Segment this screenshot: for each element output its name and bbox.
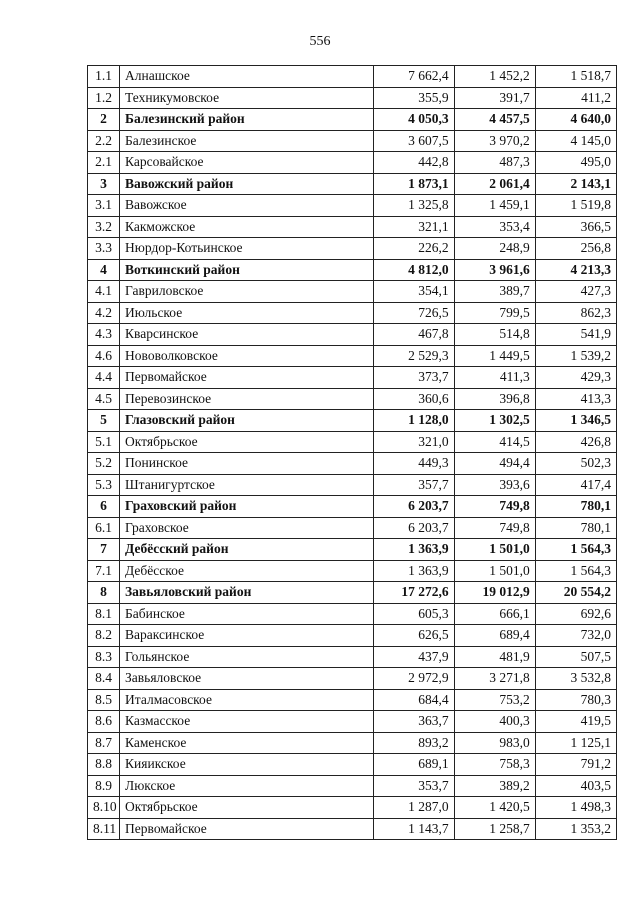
value-cell-3: 1 353,2 [535, 818, 616, 840]
value-cell-2: 3 271,8 [454, 668, 535, 690]
row-number-cell: 8.4 [88, 668, 120, 690]
value-cell-1: 226,2 [373, 238, 454, 260]
value-cell-2: 353,4 [454, 216, 535, 238]
value-cell-3: 732,0 [535, 625, 616, 647]
value-cell-2: 666,1 [454, 603, 535, 625]
settlement-name-cell: Завьяловское [120, 668, 373, 690]
value-cell-2: 1 501,0 [454, 539, 535, 561]
settlement-name-cell: Каменское [120, 732, 373, 754]
value-cell-1: 321,1 [373, 216, 454, 238]
value-cell-3: 4 640,0 [535, 109, 616, 131]
district-total-row [88, 173, 617, 195]
value-cell-3: 1 346,5 [535, 410, 616, 432]
value-cell-1: 1 143,7 [373, 818, 454, 840]
settlement-name-cell: Октябрьское [120, 431, 373, 453]
table-row [88, 367, 617, 389]
row-number-cell: 4.6 [88, 345, 120, 367]
table-row [88, 754, 617, 776]
value-cell-1: 353,7 [373, 775, 454, 797]
value-cell-3: 403,5 [535, 775, 616, 797]
value-cell-3: 1 539,2 [535, 345, 616, 367]
settlement-name-cell: Дебёсское [120, 560, 373, 582]
table-row [88, 216, 617, 238]
row-number-cell: 8.2 [88, 625, 120, 647]
value-cell-1: 467,8 [373, 324, 454, 346]
settlement-name-cell: Италмасовское [120, 689, 373, 711]
settlement-name-cell: Перевозинское [120, 388, 373, 410]
value-cell-1: 1 287,0 [373, 797, 454, 819]
settlement-name-cell: Казмасское [120, 711, 373, 733]
settlement-name-cell: Гольянское [120, 646, 373, 668]
table-row [88, 152, 617, 174]
row-number-cell: 8.6 [88, 711, 120, 733]
value-cell-2: 1 501,0 [454, 560, 535, 582]
row-number-cell: 8.9 [88, 775, 120, 797]
value-cell-3: 692,6 [535, 603, 616, 625]
value-cell-2: 2 061,4 [454, 173, 535, 195]
value-cell-3: 419,5 [535, 711, 616, 733]
row-number-cell: 4.2 [88, 302, 120, 324]
budget-table [87, 65, 617, 840]
value-cell-1: 437,9 [373, 646, 454, 668]
table-row [88, 302, 617, 324]
table-row [88, 668, 617, 690]
value-cell-3: 413,3 [535, 388, 616, 410]
value-cell-1: 355,9 [373, 87, 454, 109]
value-cell-3: 780,1 [535, 496, 616, 518]
row-number-cell: 3.2 [88, 216, 120, 238]
district-total-row [88, 109, 617, 131]
value-cell-2: 3 970,2 [454, 130, 535, 152]
row-number-cell: 8 [88, 582, 120, 604]
district-total-row [88, 410, 617, 432]
table-row [88, 775, 617, 797]
value-cell-1: 354,1 [373, 281, 454, 303]
table-row [88, 345, 617, 367]
value-cell-3: 4 213,3 [535, 259, 616, 281]
value-cell-2: 19 012,9 [454, 582, 535, 604]
value-cell-2: 393,6 [454, 474, 535, 496]
table-row [88, 797, 617, 819]
value-cell-2: 389,7 [454, 281, 535, 303]
value-cell-1: 357,7 [373, 474, 454, 496]
table-row [88, 238, 617, 260]
row-number-cell: 2.2 [88, 130, 120, 152]
value-cell-1: 449,3 [373, 453, 454, 475]
row-number-cell: 2 [88, 109, 120, 131]
value-cell-2: 487,3 [454, 152, 535, 174]
settlement-name-cell: Воткинский район [120, 259, 373, 281]
settlement-name-cell: Люкское [120, 775, 373, 797]
value-cell-3: 417,4 [535, 474, 616, 496]
value-cell-1: 363,7 [373, 711, 454, 733]
value-cell-2: 494,4 [454, 453, 535, 475]
value-cell-2: 414,5 [454, 431, 535, 453]
table-row [88, 689, 617, 711]
value-cell-3: 1 518,7 [535, 66, 616, 88]
value-cell-1: 2 972,9 [373, 668, 454, 690]
settlement-name-cell: Карсовайское [120, 152, 373, 174]
row-number-cell: 8.7 [88, 732, 120, 754]
value-cell-2: 396,8 [454, 388, 535, 410]
settlement-name-cell: Первомайское [120, 367, 373, 389]
settlement-name-cell: Кварсинское [120, 324, 373, 346]
settlement-name-cell: Первомайское [120, 818, 373, 840]
settlement-name-cell: Бабинское [120, 603, 373, 625]
value-cell-2: 753,2 [454, 689, 535, 711]
settlement-name-cell: Дебёсский район [120, 539, 373, 561]
value-cell-1: 1 363,9 [373, 560, 454, 582]
table-row [88, 130, 617, 152]
row-number-cell: 2.1 [88, 152, 120, 174]
row-number-cell: 4.1 [88, 281, 120, 303]
settlement-name-cell: Глазовский район [120, 410, 373, 432]
district-total-row [88, 496, 617, 518]
value-cell-2: 389,2 [454, 775, 535, 797]
row-number-cell: 5.3 [88, 474, 120, 496]
value-cell-1: 1 128,0 [373, 410, 454, 432]
value-cell-3: 1 564,3 [535, 560, 616, 582]
table-row [88, 818, 617, 840]
table-row [88, 66, 617, 88]
value-cell-2: 481,9 [454, 646, 535, 668]
row-number-cell: 7.1 [88, 560, 120, 582]
settlement-name-cell: Балезинское [120, 130, 373, 152]
row-number-cell: 8.5 [88, 689, 120, 711]
row-number-cell: 3.3 [88, 238, 120, 260]
row-number-cell: 8.1 [88, 603, 120, 625]
row-number-cell: 1.1 [88, 66, 120, 88]
value-cell-3: 791,2 [535, 754, 616, 776]
value-cell-2: 248,9 [454, 238, 535, 260]
value-cell-2: 1 420,5 [454, 797, 535, 819]
district-total-row [88, 259, 617, 281]
row-number-cell: 7 [88, 539, 120, 561]
value-cell-3: 411,2 [535, 87, 616, 109]
row-number-cell: 1.2 [88, 87, 120, 109]
table-row [88, 388, 617, 410]
value-cell-3: 366,5 [535, 216, 616, 238]
settlement-name-cell: Вараксинское [120, 625, 373, 647]
table-row [88, 195, 617, 217]
settlement-name-cell: Техникумовское [120, 87, 373, 109]
value-cell-1: 321,0 [373, 431, 454, 453]
row-number-cell: 8.11 [88, 818, 120, 840]
value-cell-2: 1 302,5 [454, 410, 535, 432]
value-cell-2: 749,8 [454, 517, 535, 539]
table-row [88, 603, 617, 625]
value-cell-2: 689,4 [454, 625, 535, 647]
value-cell-2: 3 961,6 [454, 259, 535, 281]
value-cell-3: 502,3 [535, 453, 616, 475]
page-number: 556 [309, 34, 331, 49]
value-cell-2: 758,3 [454, 754, 535, 776]
table-body [88, 66, 617, 840]
settlement-name-cell: Завьяловский район [120, 582, 373, 604]
value-cell-1: 1 363,9 [373, 539, 454, 561]
value-cell-2: 749,8 [454, 496, 535, 518]
row-number-cell: 5.1 [88, 431, 120, 453]
table-row [88, 625, 617, 647]
table-row [88, 87, 617, 109]
value-cell-1: 4 050,3 [373, 109, 454, 131]
settlement-name-cell: Штанигуртское [120, 474, 373, 496]
value-cell-1: 4 812,0 [373, 259, 454, 281]
value-cell-1: 17 272,6 [373, 582, 454, 604]
value-cell-1: 893,2 [373, 732, 454, 754]
value-cell-3: 1 498,3 [535, 797, 616, 819]
row-number-cell: 5.2 [88, 453, 120, 475]
table-row [88, 324, 617, 346]
row-number-cell: 4.4 [88, 367, 120, 389]
settlement-name-cell: Кияикское [120, 754, 373, 776]
value-cell-1: 1 325,8 [373, 195, 454, 217]
value-cell-3: 862,3 [535, 302, 616, 324]
value-cell-3: 4 145,0 [535, 130, 616, 152]
settlement-name-cell: Граховское [120, 517, 373, 539]
settlement-name-cell: Июльское [120, 302, 373, 324]
district-total-row [88, 582, 617, 604]
settlement-name-cell: Нововолковское [120, 345, 373, 367]
value-cell-2: 1 459,1 [454, 195, 535, 217]
value-cell-2: 514,8 [454, 324, 535, 346]
value-cell-1: 360,6 [373, 388, 454, 410]
settlement-name-cell: Какможское [120, 216, 373, 238]
value-cell-1: 7 662,4 [373, 66, 454, 88]
row-number-cell: 5 [88, 410, 120, 432]
value-cell-3: 3 532,8 [535, 668, 616, 690]
settlement-name-cell: Вавожский район [120, 173, 373, 195]
value-cell-3: 495,0 [535, 152, 616, 174]
value-cell-2: 411,3 [454, 367, 535, 389]
value-cell-1: 605,3 [373, 603, 454, 625]
table-row [88, 281, 617, 303]
settlement-name-cell: Понинское [120, 453, 373, 475]
table-row [88, 517, 617, 539]
value-cell-3: 780,3 [535, 689, 616, 711]
value-cell-2: 1 452,2 [454, 66, 535, 88]
value-cell-2: 400,3 [454, 711, 535, 733]
value-cell-2: 983,0 [454, 732, 535, 754]
value-cell-3: 1 519,8 [535, 195, 616, 217]
value-cell-1: 3 607,5 [373, 130, 454, 152]
settlement-name-cell: Октябрьское [120, 797, 373, 819]
table-row [88, 560, 617, 582]
value-cell-1: 1 873,1 [373, 173, 454, 195]
value-cell-1: 726,5 [373, 302, 454, 324]
table-row [88, 732, 617, 754]
settlement-name-cell: Вавожское [120, 195, 373, 217]
value-cell-2: 1 449,5 [454, 345, 535, 367]
row-number-cell: 3.1 [88, 195, 120, 217]
value-cell-2: 799,5 [454, 302, 535, 324]
settlement-name-cell: Балезинский район [120, 109, 373, 131]
value-cell-1: 2 529,3 [373, 345, 454, 367]
settlement-name-cell: Граховский район [120, 496, 373, 518]
table-row [88, 711, 617, 733]
row-number-cell: 3 [88, 173, 120, 195]
table-row [88, 646, 617, 668]
value-cell-3: 20 554,2 [535, 582, 616, 604]
value-cell-1: 373,7 [373, 367, 454, 389]
value-cell-3: 1 564,3 [535, 539, 616, 561]
row-number-cell: 6 [88, 496, 120, 518]
value-cell-3: 427,3 [535, 281, 616, 303]
value-cell-3: 541,9 [535, 324, 616, 346]
table-row [88, 431, 617, 453]
settlement-name-cell: Гавриловское [120, 281, 373, 303]
settlement-name-cell: Алнашское [120, 66, 373, 88]
value-cell-3: 780,1 [535, 517, 616, 539]
value-cell-3: 2 143,1 [535, 173, 616, 195]
table-row [88, 453, 617, 475]
row-number-cell: 4.3 [88, 324, 120, 346]
value-cell-3: 429,3 [535, 367, 616, 389]
row-number-cell: 8.10 [88, 797, 120, 819]
value-cell-3: 507,5 [535, 646, 616, 668]
value-cell-2: 391,7 [454, 87, 535, 109]
settlement-name-cell: Нюрдор-Котьинское [120, 238, 373, 260]
value-cell-1: 6 203,7 [373, 496, 454, 518]
row-number-cell: 4 [88, 259, 120, 281]
value-cell-3: 426,8 [535, 431, 616, 453]
value-cell-1: 442,8 [373, 152, 454, 174]
row-number-cell: 8.8 [88, 754, 120, 776]
value-cell-1: 689,1 [373, 754, 454, 776]
value-cell-3: 256,8 [535, 238, 616, 260]
value-cell-1: 626,5 [373, 625, 454, 647]
value-cell-1: 684,4 [373, 689, 454, 711]
value-cell-1: 6 203,7 [373, 517, 454, 539]
row-number-cell: 4.5 [88, 388, 120, 410]
table-row [88, 474, 617, 496]
value-cell-3: 1 125,1 [535, 732, 616, 754]
district-total-row [88, 539, 617, 561]
row-number-cell: 8.3 [88, 646, 120, 668]
value-cell-2: 1 258,7 [454, 818, 535, 840]
row-number-cell: 6.1 [88, 517, 120, 539]
value-cell-2: 4 457,5 [454, 109, 535, 131]
